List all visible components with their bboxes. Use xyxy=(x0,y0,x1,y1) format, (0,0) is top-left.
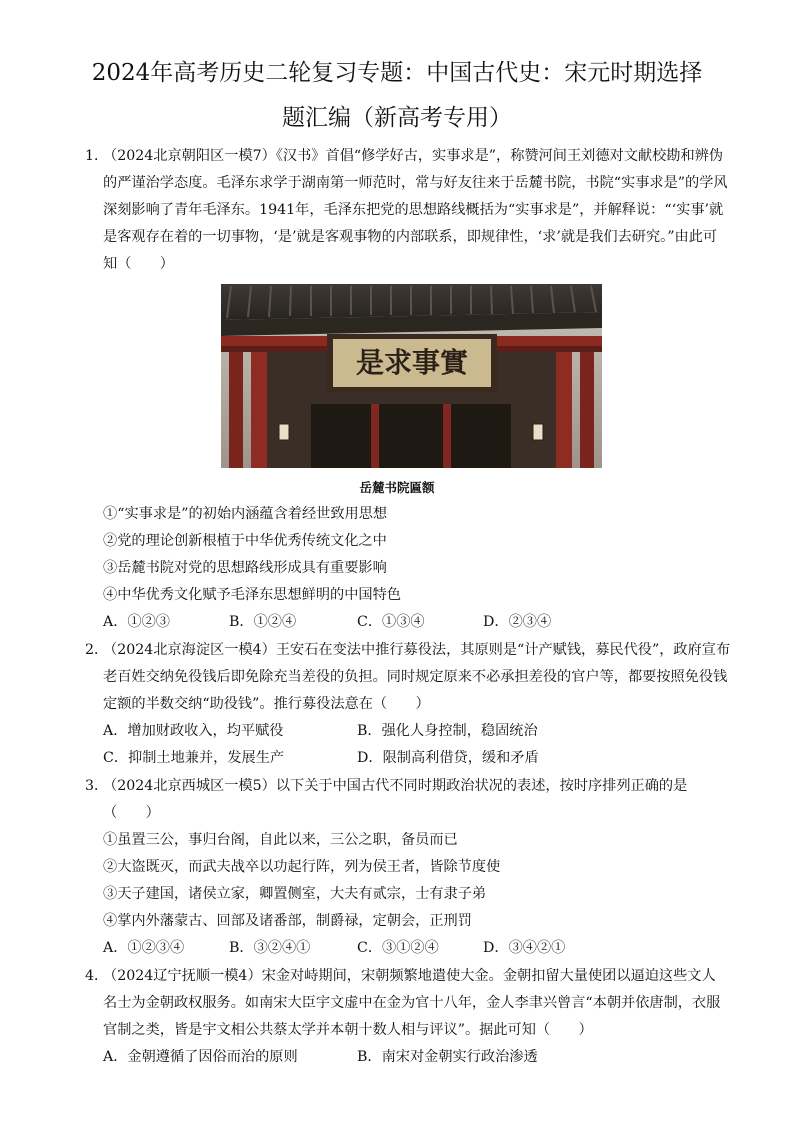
question-1-item: ①“实事求是”的初始内涵蕴含着经世致用思想 xyxy=(103,506,388,522)
question-3-option-c: C．③①②④ xyxy=(357,940,439,956)
question-4-line: （2024辽宁抚顺一模4）宋金对峙期间，宋朝频繁地遣使大金。金朝扣留大量使团以逼迫这些文人 xyxy=(103,968,716,984)
question-4-option-b: B．南宋对金朝实行政治渗透 xyxy=(357,1049,538,1065)
photo-caption: 岳麓书院匾额 xyxy=(359,480,435,495)
title-line-1: 2024年高考历史二轮复习专题：中国古代史：宋元时期选择 xyxy=(91,60,703,86)
question-3-item: ②大盗既灭，而武夫战卒以功起行阵，列为侯王者，皆除节度使 xyxy=(103,859,501,875)
question-1-line: 的严谨治学态度。毛泽东求学于湖南第一师范时，常与好友往来于岳麓书院，书院“实事求是”的学风 xyxy=(103,175,728,191)
question-3-line: （2024北京西城区一模5）以下关于中国古代不同时期政治状况的表述，按时序排列正确的是 xyxy=(103,778,688,794)
question-3-number: 3． xyxy=(85,778,109,794)
question-4-line: 名士为金朝政权服务。如南宋大臣宇文虚中在金为官十八年，金人李聿兴曾言“本朝并依唐制，衣服 xyxy=(103,995,721,1011)
question-2-line: 定额的半数交纳“助役钱”。推行募役法意在（ ） xyxy=(103,696,430,712)
question-3-item: ④掌内外藩蒙古、回部及诸番部，制爵禄，定朝会，正刑罚 xyxy=(103,913,472,929)
yuelu-academy-plaque-photo xyxy=(221,284,602,468)
plaque-photo-illustration xyxy=(221,284,602,468)
question-4-number: 4． xyxy=(85,968,109,984)
question-3-line: （ ） xyxy=(103,805,160,821)
plaque-text: 是求事實 xyxy=(355,346,469,379)
question-3-item: ③天子建国，诸侯立家，卿置侧室，大夫有贰宗，士有隶子弟 xyxy=(103,886,487,902)
question-2-option-c: C．抑制土地兼并，发展生产 xyxy=(103,750,285,766)
question-1-option-c: C．①③④ xyxy=(357,614,425,630)
question-1-option-a: A．①②③ xyxy=(103,614,170,630)
question-2-option-a: A．增加财政收入，均平赋役 xyxy=(103,723,284,739)
question-3-option-a: A．①②③④ xyxy=(103,940,185,956)
question-3-item: ①虽置三公，事归台阁，自此以来，三公之职，备员而已 xyxy=(103,832,458,848)
question-2-line: （2024北京海淀区一模4）王安石在变法中推行募役法，其原则是“计产赋钱，募民代役”，政府宣布 xyxy=(103,642,731,658)
question-1-line: 是客观存在着的一切事物，‘是’就是客观事物的内部联系，即规律性，‘求’就是我们去研究。”由此可 xyxy=(103,229,718,245)
question-2-option-d: D．限制高利借贷，缓和矛盾 xyxy=(357,750,539,766)
question-1-item: ③岳麓书院对党的思想路线形成具有重要影响 xyxy=(103,560,387,576)
question-4-option-a: A．金朝遵循了因俗而治的原则 xyxy=(103,1049,298,1065)
question-1-option-d: D．②③④ xyxy=(483,614,552,630)
question-1-line: 深刻影响了青年毛泽东。1941年，毛泽东把党的思想路线概括为“实事求是”，并解释说：“‘实事’就 xyxy=(103,202,724,218)
question-1-item: ②党的理论创新根植于中华优秀传统文化之中 xyxy=(103,533,387,549)
question-3-option-b: B．③②④① xyxy=(229,940,311,956)
title-line-2: 题汇编（新高考专用） xyxy=(282,105,512,131)
question-3-option-d: D．③④②① xyxy=(483,940,566,956)
question-2-line: 老百姓交纳免役钱后即免除充当差役的负担。同时规定原来不必承担差役的官户等，都要按照免役钱 xyxy=(103,669,728,685)
question-4-line: 官制之类，皆是宇文相公共蔡太学并本朝十数人相与评议”。据此可知（ ） xyxy=(103,1022,593,1038)
question-1-option-b: B．①②④ xyxy=(229,614,297,630)
question-2-number: 2． xyxy=(85,642,109,658)
question-1-line: （2024北京朝阳区一模7）《汉书》首倡“修学好古，实事求是”，称赞河间王刘德对文献校勘和辨伪 xyxy=(103,148,724,164)
question-1-item: ④中华优秀文化赋予毛泽东思想鲜明的中国特色 xyxy=(103,587,401,603)
question-1-line: 知（ ） xyxy=(103,256,174,272)
question-1-number: 1． xyxy=(85,148,109,164)
question-2-option-b: B．强化人身控制，稳固统治 xyxy=(357,723,538,739)
